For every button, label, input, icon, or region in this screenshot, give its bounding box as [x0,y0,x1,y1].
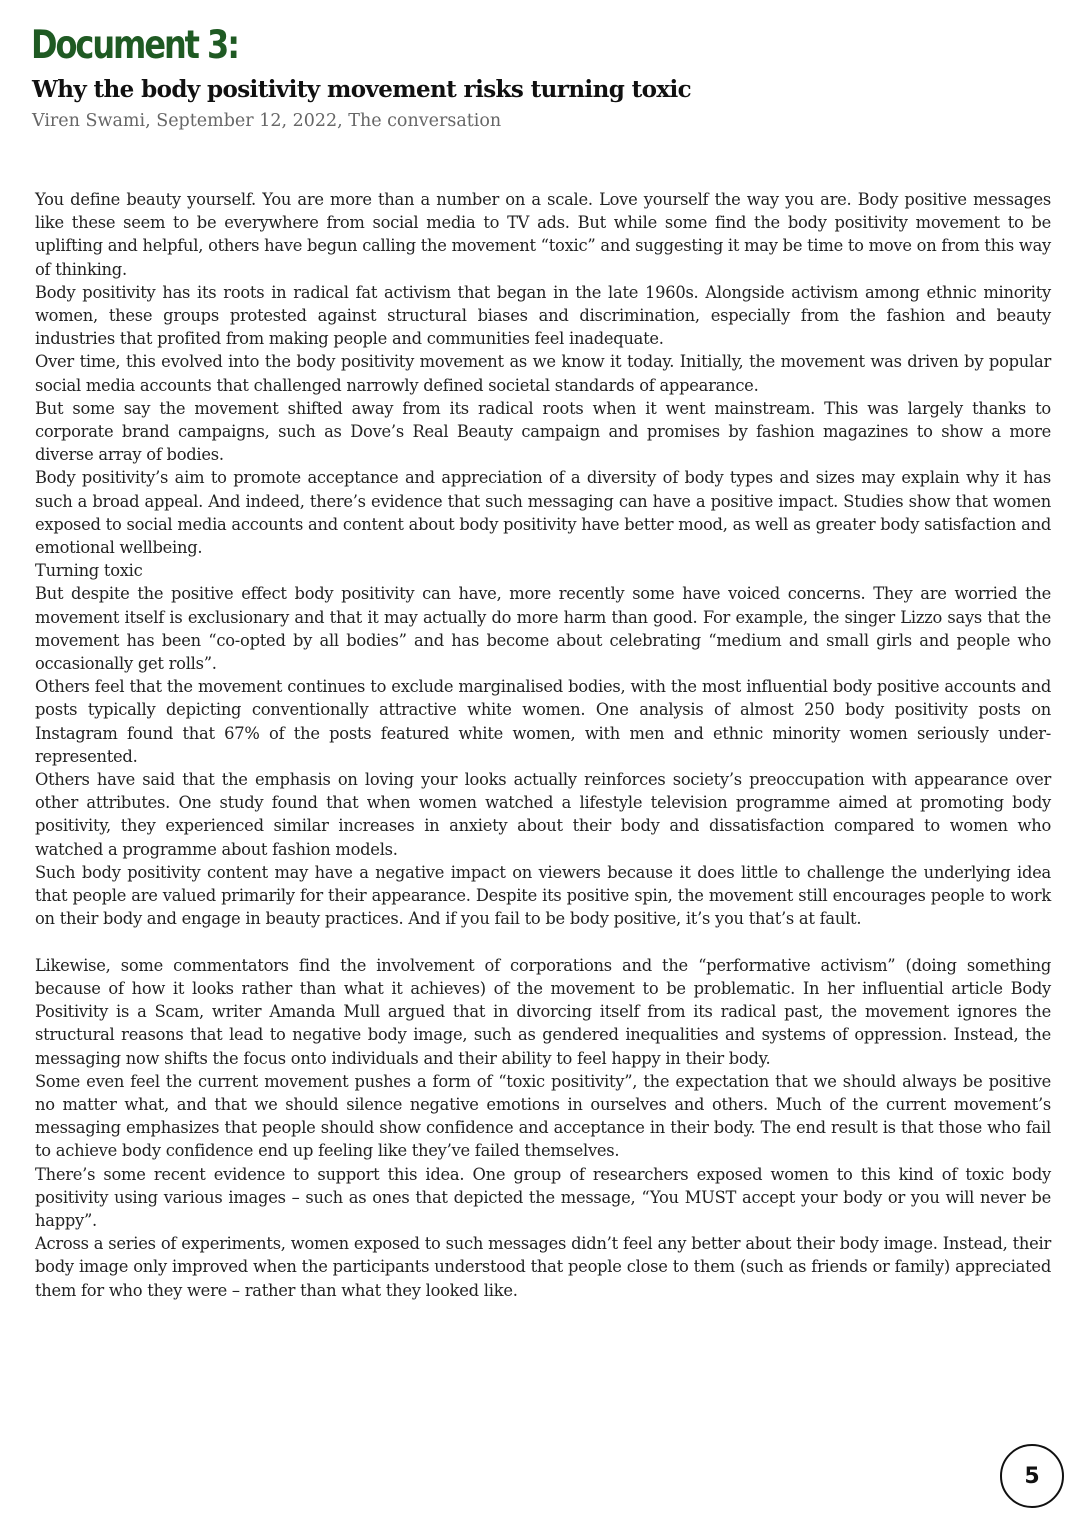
paragraph: But despite the positive effect body positivity can have, more recently some have voiced concerns. They are worried the movement itself is exclusionary and that it may actually do more harm than good. For example, the singer Lizzo says that the movement has been “co-opted by all bodies” and has become about celebrating “medium and small girls and people who occasionally get rolls”. [35,584,1051,674]
paragraph: You define beauty yourself. You are more than a number on a scale. Love yourself the way you are. Body positive messages like these seem to be everywhere from social media to TV ads. But while some find the body positivity movement to be uplifting and helpful, others have begun calling the movement “toxic” and suggesting it may be time to move on from this way of thinking. [35,190,1051,279]
article-body [35,188,1051,1302]
paragraph: Others have said that the emphasis on loving your looks actually reinforces society’s preoccupation with appearance over other attributes. One study found that when women watched a lifestyle television programme aimed at promoting body positivity, they experienced similar increases in anxiety about their body and dissatisfaction compared to women who watched a programme about fashion models. [35,770,1051,859]
paragraph: There’s some recent evidence to support this idea. One group of researchers exposed women to this kind of toxic body positivity using various images – such as ones that depicted the message, “You MUST accept your body or you will never be happy”. [35,1164,1051,1230]
paragraph: Such body positivity content may have a negative impact on viewers because it does little to challenge the underlying idea that people are valued primarily for their appearance. Despite its positive spin, the movement still encourages people to work on their body and engage in beauty practices. And if you fail to be body positive, it’s you that’s at fault. [35,862,1051,929]
paragraph: Others feel that the movement continues to exclude marginalised bodies, with the most influential body positive accounts and posts typically depicting conventionally attractive white women. One analysis of almost 250 body positivity posts on Instagram found that 67% of the posts featured white women, with men and ethnic minority women seriously under-represented. [35,677,1051,766]
page-number: 5 [1000,1444,1064,1508]
article-byline: Viren Swami, September 12, 2022, The conversation [32,111,502,131]
document-label: Document 3: [31,23,238,68]
article-title: Why the body positivity movement risks turning toxic [32,76,692,103]
paragraph: But some say the movement shifted away from its radical roots when it went mainstream. This was largely thanks to corporate brand campaigns, such as Dove’s Real Beauty campaign and promises by fashion magazines to show a more diverse array of bodies. [35,398,1051,465]
paragraph: Some even feel the current movement pushes a form of “toxic positivity”, the expectation that we should always be positive no matter what, and that we should silence negative emotions in ourselves and others. Much of the current movement’s messaging emphasizes that people should show confidence and acceptance in their body. The end result is that those who fail to achieve body confidence end up feeling like they’ve failed themselves. [35,1071,1051,1161]
paragraph: Likewise, some commentators find the involvement of corporations and the “performative activism” (doing something because of how it looks rather than what it achieves) of the movement to be problematic. In her influential article Body Positivity is a Scam, writer Amanda Mull argued that in divorcing itself from its radical past, the movement ignores the structural reasons that lead to negative body image, such as gendered inequalities and systems of oppression. Instead, the messaging now shifts the focus onto individuals and their ability to feel happy in their body. [35,955,1051,1068]
paragraph: Across a series of experiments, women exposed to such messages didn’t feel any better about their body image. Instead, their body image only improved when the participants understood that people close to them (such as friends or family) appreciated them for who they were – rather than what they looked like. [35,1234,1051,1300]
paragraph: Body positivity has its roots in radical fat activism that began in the late 1960s. Alongside activism among ethnic minority women, these groups protested against structural biases and discrimination, especially from the fashion and beauty industries that profited from making people and communities feel inadequate. [35,282,1051,349]
paragraph: Over time, this evolved into the body positivity movement as we know it today. Initially, the movement was driven by popular social media accounts that challenged narrowly defined societal standards of appearance. [35,352,1051,395]
section-heading: Turning toxic [35,561,143,581]
paragraph: Body positivity’s aim to promote acceptance and appreciation of a diversity of body types and sizes may explain why it has such a broad appeal. And indeed, there’s evidence that such messaging can have a positive impact. Studies show that women exposed to social media accounts and content about body positivity have better mood, as well as greater body satisfaction and emotional wellbeing. [35,468,1051,558]
